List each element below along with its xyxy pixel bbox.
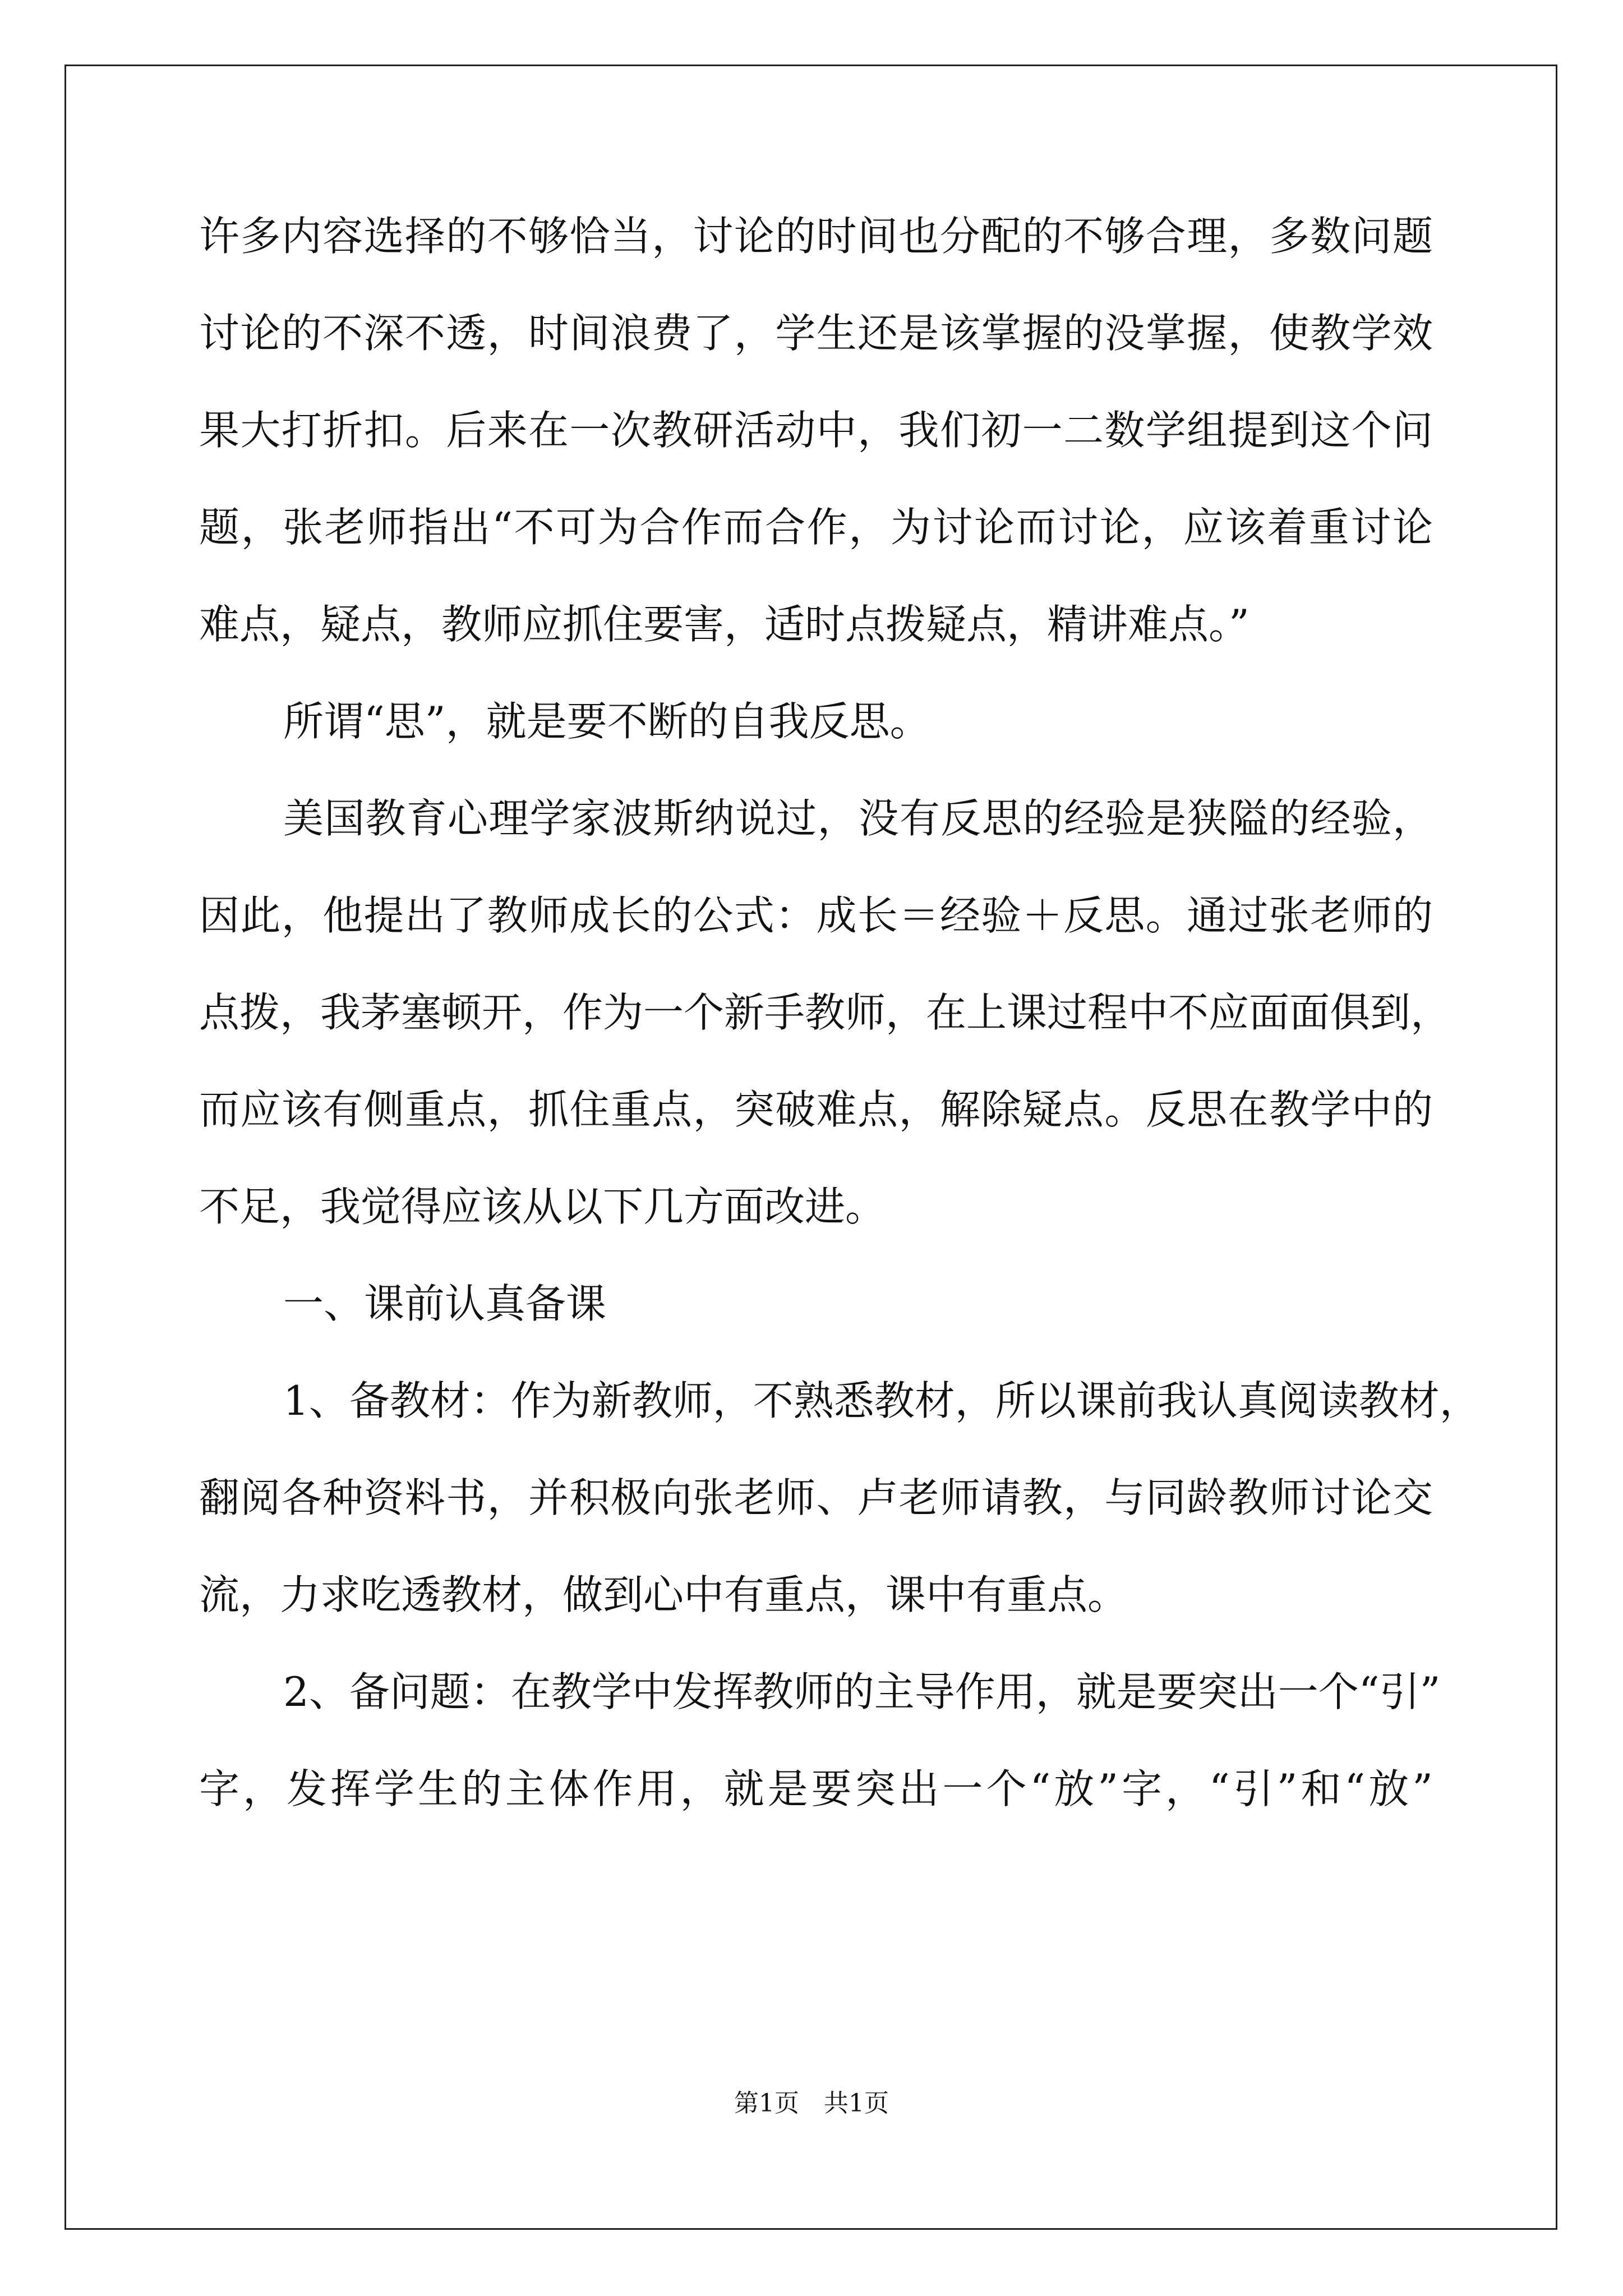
text-line: 讨论的不深不透，时间浪费了，学生还是该掌握的没掌握，使教学效: [199, 310, 1433, 357]
text-line: 不足，我觉得应该从以下几方面改进。: [199, 1183, 886, 1230]
section-heading: 一、课前认真备课: [283, 1280, 607, 1327]
text-line: 美国教育心理学家波斯纳说过，没有反思的经验是狭隘的经验，: [283, 795, 1433, 842]
text-line: 点拨，我茅塞顿开，作为一个新手教师，在上课过程中不应面面俱到，: [199, 989, 1451, 1036]
text-line: 翻阅各种资料书，并积极向张老师、卢老师请教，与同龄教师讨论交: [199, 1474, 1433, 1521]
text-line: 因此，他提出了教师成长的公式：成长＝经验＋反思。通过张老师的: [199, 892, 1433, 939]
text-line: 题，张老师指出“不可为合作而合作，为讨论而讨论，应该着重讨论: [199, 504, 1433, 551]
text-line: 所谓“思”，就是要不断的自我反思。: [283, 698, 930, 745]
text-line: 果大打折扣。后来在一次教研活动中，我们初一二数学组提到这个问: [199, 407, 1433, 454]
text-line: 2、备问题：在教学中发挥教师的主导作用，就是要突出一个“引”: [283, 1668, 1441, 1715]
text-line: 难点，疑点，教师应抓住要害，适时点拨疑点，精讲难点。”: [199, 601, 1249, 648]
text-line: 1、备教材：作为新教师，不熟悉教材，所以课前我认真阅读教材，: [283, 1377, 1480, 1424]
page-number-footer: 第1页 共1页: [734, 2089, 889, 2118]
text-line: 流，力求吃透教材，做到心中有重点，课中有重点。: [199, 1571, 1128, 1618]
text-line: 许多内容选择的不够恰当，讨论的时间也分配的不够合理，多数问题: [199, 213, 1433, 260]
page-border: [64, 65, 1557, 2230]
text-line: 字，发挥学生的主体作用，就是要突出一个“放”字，“引”和“放”: [199, 1765, 1433, 1812]
text-line: 而应该有侧重点，抓住重点，突破难点，解除疑点。反思在教学中的: [199, 1086, 1433, 1133]
